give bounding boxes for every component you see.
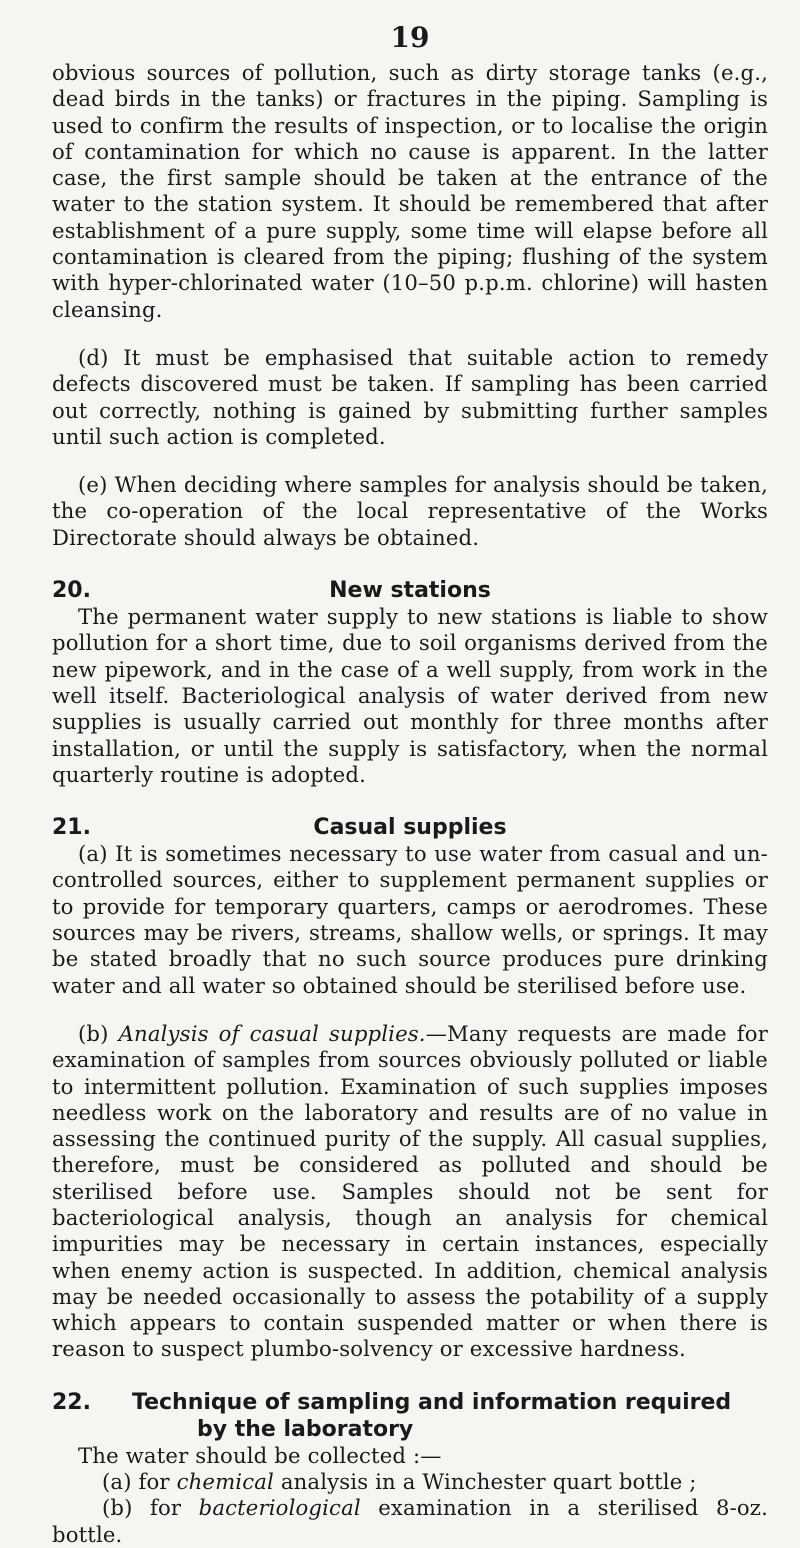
section-22-title-line-2: by the laboratory <box>197 1416 414 1442</box>
item-a-text: analysis in a Winchester quart bottle ; <box>273 1469 697 1495</box>
section-20-heading <box>52 577 768 604</box>
item-a-emphasis: chemical <box>176 1469 274 1495</box>
section-22-title <box>122 1389 768 1443</box>
section-22-number: 22. <box>52 1389 91 1415</box>
item-b-emphasis: bacteriological <box>198 1495 361 1521</box>
paragraph-b-label: (b) <box>78 1020 119 1046</box>
paragraph-d: (d) It must be emphasised that suitable action to remedy defects discovered must be taken. If sampling has been carried out correctly, nothing is gained by submitting further samples until such action is completed. <box>52 344 768 449</box>
section-21-paragraph-b <box>52 1021 768 1363</box>
section-21-paragraph-a: (a) It is sometimes necessary to use water from casual and un-controlled sources, either to supplement permanent supplies or to provide for temporary quarters, camps or aerodromes. These sources may be rivers, streams, shallow wells, or springs. It may be stated broadly that no such source produces pure drinking water and all water so obtained should be sterilised before use. <box>52 841 768 998</box>
item-a-label: (a) for <box>102 1469 177 1495</box>
intro-paragraph: obvious sources of pollution, such as dirty storage tanks (e.g., dead birds in the tanks) or fractures in the piping. Sampling is used to confirm the results of inspection, or to localise the origin of contamination for which no cause is apparent. In the latter case, the first sample should be taken at the entrance of the water to the station system. It should be remembered that after establishment of a pure supply, some time will elapse before all contamination is cleared from the piping; flushing of the system with hyper-chlorinated water (10–50 p.p.m. chlorine) will hasten cleansing. <box>52 60 768 322</box>
paragraph-e: (e) When deciding where samples for analysis should be taken, the co-operation of the local representative of the Works Directorate should always be obtained. <box>52 472 768 550</box>
section-21-heading <box>52 814 768 841</box>
section-20-title: New stations <box>329 578 491 604</box>
section-21-title: Casual supplies <box>313 815 507 841</box>
section-20-body: The permanent water supply to new stations is liable to show pollution for a short time, due to soil organisms derived from the new pipework, and in the case of a well supply, from work in the well itself. Bacteriological analysis of water derived from new supplies is usually carried out monthly for three months after installation, or until the supply is satisfactory, when the normal quarterly routine is adopted. <box>52 604 768 787</box>
section-22-heading <box>52 1389 768 1443</box>
section-22-intro: The water should be collected :— <box>78 1442 442 1468</box>
section-22-item-b <box>52 1495 768 1548</box>
section-21-number: 21. <box>52 815 91 841</box>
section-22-title-line-1: Technique of sampling and information required <box>132 1389 732 1415</box>
paragraph-b-text: —Many requests are made for examination of samples from sources obviously polluted or liable to intermittent pollution. Examination of such supplies imposes needless work on the laboratory and results are of no value in assessing the continued purity of the supply. All casual supplies, therefore, must be considered as polluted and should be sterilised before use. Samples should not be sent for bacteriological analysis, though an analysis for chemical impurities may be necessary in certain instances, especially when enemy action is suspected. In addition, chemical analysis may be needed occasionally to assess the potability of a supply which appears to contain suspended matter or when there is reason to suspect plumbo-solvency or excessive hardness. <box>52 1020 768 1362</box>
item-b-text: examination in a sterilised 8-oz. bottle. <box>52 1495 768 1547</box>
item-b-label: (b) for <box>102 1495 199 1521</box>
page-number: 19 <box>390 21 430 54</box>
document-page <box>52 22 768 1548</box>
paragraph-b-heading: Analysis of casual supplies. <box>118 1020 426 1046</box>
section-20-number: 20. <box>52 578 91 604</box>
section-22-item-a <box>52 1469 768 1495</box>
